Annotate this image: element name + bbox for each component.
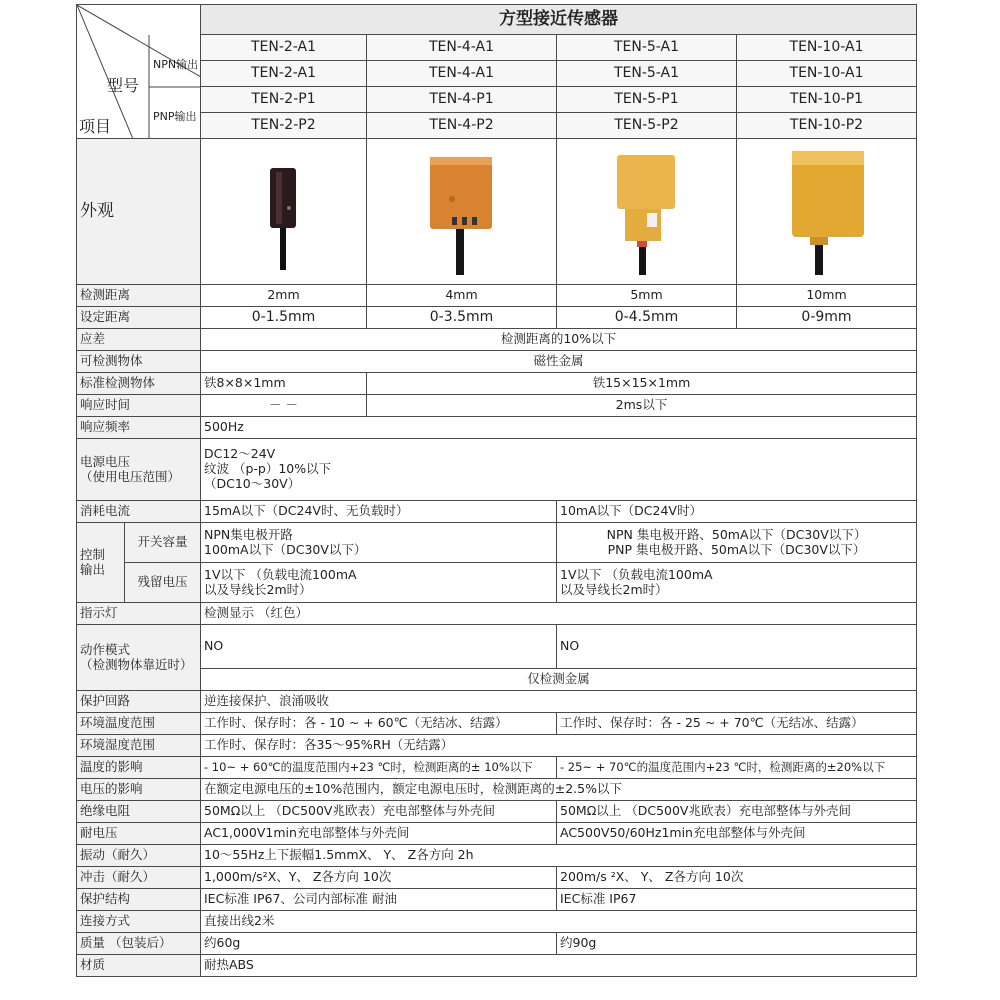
label-mass: 质量 （包装后） [77, 933, 201, 955]
action-mode-label-line: 动作模式 [80, 641, 131, 657]
temp-effect-value-b: - 25~ + 70℃的温度范围内+23 ℃时，检测距离的±20%以下 [557, 757, 917, 779]
residual-voltage-line: 1V以下 （负载电流100mA [560, 566, 713, 582]
product-image-cell [367, 139, 557, 285]
corner-model-label: 型号 [107, 76, 140, 95]
insulation-value-b: 50MΩ以上 （DC500V兆欧表）充电部整体与外壳间 [557, 801, 917, 823]
connection-value: 直接出线2米 [201, 911, 917, 933]
action-mode-label-line: （检测物体靠近时） [80, 656, 193, 672]
label-voltage-effect: 电压的影响 [77, 779, 201, 801]
mass-value-b: 约90g [557, 933, 917, 955]
switch-capacity-value-a [201, 523, 557, 563]
model-cell: TEN-2-A1 [201, 61, 367, 87]
label-connection: 连接方式 [77, 911, 201, 933]
model-cell: TEN-4-A1 [367, 35, 557, 61]
response-time-value-b: 2ms以下 [367, 395, 917, 417]
temp-effect-value-a: - 10~ + 60℃的温度范围内+23 ℃时，检测距离的± 10%以下 [201, 757, 557, 779]
structure-value-a: IEC标准 IP67、公司内部标准 耐油 [201, 889, 557, 911]
consumption-value-a: 15mA以下（DC24V时、无负载时） [201, 501, 557, 523]
model-cell: TEN-4-P1 [367, 87, 557, 113]
detect-distance-value: 4mm [367, 285, 557, 307]
appearance-label: 外观 [77, 139, 201, 285]
response-time-value-a: － － [201, 395, 367, 417]
label-residual-voltage: 残留电压 [125, 563, 201, 603]
label-insulation: 绝缘电阻 [77, 801, 201, 823]
label-consumption: 消耗电流 [77, 501, 201, 523]
structure-value-b: IEC标准 IP67 [557, 889, 917, 911]
label-temp-effect: 温度的影响 [77, 757, 201, 779]
shock-value-b: 200m/s ²X、 Y、 Z各方向 10次 [557, 867, 917, 889]
label-structure: 保护结构 [77, 889, 201, 911]
switch-capacity-line: PNP 集电极开路、50mA以下（DC30V以下） [607, 541, 866, 557]
residual-voltage-line: 1V以下 （负载电流100mA [204, 566, 357, 582]
residual-voltage-line: 以及导线长2m时） [204, 581, 312, 597]
control-label-line: 控制 [80, 546, 106, 562]
residual-voltage-line: 以及导线长2m时） [560, 581, 668, 597]
material-value: 耐热ABS [201, 955, 917, 977]
label-power [77, 439, 201, 501]
pnp-output-label: PNP输出 [153, 110, 197, 123]
label-switch-capacity: 开关容量 [125, 523, 201, 563]
detect-distance-value: 5mm [557, 285, 737, 307]
protection-circuit-value: 逆连接保护、浪涌吸收 [201, 691, 917, 713]
model-cell: TEN-5-P2 [557, 113, 737, 139]
temp-range-value-b: 工作时、保存时：各 - 25 ~ + 70℃（无结冰、结露） [557, 713, 917, 735]
model-cell: TEN-5-P1 [557, 87, 737, 113]
small-black-square-sensor-icon [254, 152, 314, 272]
label-action-mode [77, 625, 201, 691]
set-distance-value: 0-4.5mm [557, 307, 737, 329]
residual-voltage-value-b [557, 563, 917, 603]
withstand-voltage-value-b: AC500V50/60Hz1min充电部整体与外壳间 [557, 823, 917, 845]
set-distance-value: 0-9mm [737, 307, 917, 329]
model-cell: TEN-10-A1 [737, 35, 917, 61]
switch-capacity-line: NPN 集电极开路、50mA以下（DC30V以下） [606, 526, 867, 542]
header-corner-cell [77, 5, 201, 139]
switch-capacity-value-b [557, 523, 917, 563]
voltage-effect-value: 在额定电源电压的±10%范围内，额定电源电压时，检测距离的±2.5%以下 [201, 779, 917, 801]
product-image-cell [557, 139, 737, 285]
model-cell: TEN-5-A1 [557, 61, 737, 87]
large-yellow-square-sensor-icon [782, 147, 872, 277]
shock-value-a: 1,000m/s²X、Y、 Z各方向 10次 [201, 867, 557, 889]
action-mode-value-b: NO [557, 625, 917, 669]
label-temp-range: 环境温度范围 [77, 713, 201, 735]
label-vibration: 振动（耐久） [77, 845, 201, 867]
model-cell: TEN-4-P2 [367, 113, 557, 139]
product-image-cell [201, 139, 367, 285]
response-freq-value: 500Hz [201, 417, 917, 439]
power-value-line: （DC10～30V） [204, 475, 301, 491]
set-distance-value: 0-3.5mm [367, 307, 557, 329]
label-std-target: 标准检测物体 [77, 373, 201, 395]
label-humidity: 环境湿度范围 [77, 735, 201, 757]
label-detect-distance: 检测距离 [77, 285, 201, 307]
label-protection-circuit: 保护回路 [77, 691, 201, 713]
hysteresis-value: 检测距离的10%以下 [201, 329, 917, 351]
model-cell: TEN-4-A1 [367, 61, 557, 87]
control-label-line: 输出 [80, 561, 106, 577]
humidity-value: 工作时、保存时：各35～95%RH（无结露） [201, 735, 917, 757]
label-material: 材质 [77, 955, 201, 977]
model-cell: TEN-2-P1 [201, 87, 367, 113]
power-value [201, 439, 917, 501]
model-cell: TEN-10-P2 [737, 113, 917, 139]
product-image-cell [737, 139, 917, 285]
withstand-voltage-value-a: AC1,000V1min充电部整体与外壳间 [201, 823, 557, 845]
insulation-value-a: 50MΩ以上 （DC500V兆欧表）充电部整体与外壳间 [201, 801, 557, 823]
label-shock: 冲击（耐久） [77, 867, 201, 889]
set-distance-value: 0-1.5mm [201, 307, 367, 329]
switch-capacity-line: NPN集电极开路 [204, 526, 293, 542]
orange-square-sensor-icon [422, 147, 502, 277]
std-target-value-a: 铁8×8×1mm [201, 373, 367, 395]
label-withstand-voltage: 耐电压 [77, 823, 201, 845]
label-hysteresis: 应差 [77, 329, 201, 351]
consumption-value-b: 10mA以下（DC24V时） [557, 501, 917, 523]
label-set-distance: 设定距离 [77, 307, 201, 329]
model-cell: TEN-10-P1 [737, 87, 917, 113]
action-mode-note: 仅检测金属 [201, 669, 917, 691]
target-value: 磁性金属 [201, 351, 917, 373]
yellow-square-sensor-icon [607, 147, 687, 277]
vibration-value: 10～55Hz上下振幅1.5mmX、 Y、 Z各方向 2h [201, 845, 917, 867]
action-mode-value-a: NO [201, 625, 557, 669]
label-indicator: 指示灯 [77, 603, 201, 625]
indicator-value: 检测显示 （红色） [201, 603, 917, 625]
power-label-line: （使用电压范围） [80, 468, 181, 484]
label-target: 可检测物体 [77, 351, 201, 373]
label-response-freq: 响应频率 [77, 417, 201, 439]
model-cell: TEN-2-P2 [201, 113, 367, 139]
detect-distance-value: 10mm [737, 285, 917, 307]
npn-output-label: NPN输出 [153, 58, 199, 71]
temp-range-value-a: 工作时、保存时：各 - 10 ~ + 60℃（无结冰、结露） [201, 713, 557, 735]
detect-distance-value: 2mm [201, 285, 367, 307]
power-label-line: 电源电压 [80, 453, 131, 469]
model-cell: TEN-10-A1 [737, 61, 917, 87]
model-cell: TEN-5-A1 [557, 35, 737, 61]
table-title: 方型接近传感器 [201, 5, 917, 35]
mass-value-a: 约60g [201, 933, 557, 955]
switch-capacity-line: 100mA以下（DC30V以下） [204, 541, 367, 557]
std-target-value-b: 铁15×15×1mm [367, 373, 917, 395]
corner-item-label: 项目 [79, 117, 112, 136]
label-response-time: 响应时间 [77, 395, 201, 417]
residual-voltage-value-a [201, 563, 557, 603]
power-value-line: 纹波 （p-p）10%以下 [204, 461, 332, 477]
power-value-line: DC12～24V [204, 446, 276, 462]
spec-table [76, 4, 917, 977]
label-control [77, 523, 125, 603]
model-cell: TEN-2-A1 [201, 35, 367, 61]
